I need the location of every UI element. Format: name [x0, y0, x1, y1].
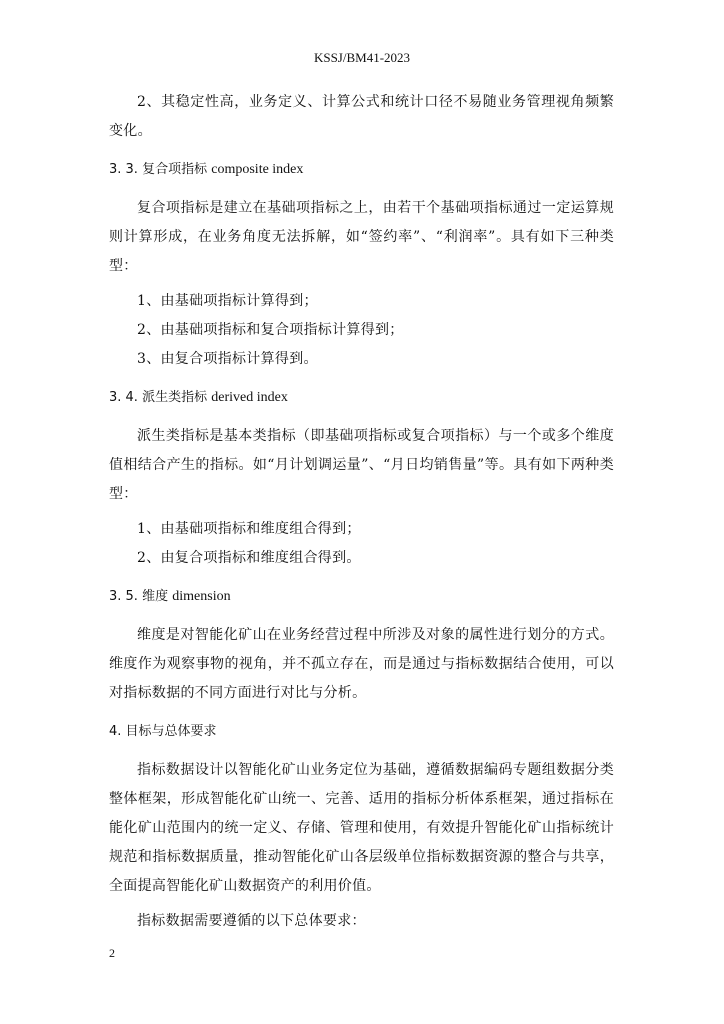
list-item: 1、由基础项指标计算得到；: [137, 293, 318, 309]
section-3-5-heading: [109, 587, 614, 607]
section-4-heading: 4. 目标与总体要求: [109, 724, 217, 739]
section-4-requirements-intro: 指标数据需要遵循的以下总体要求：: [137, 913, 366, 929]
section-title-en: dimension: [172, 589, 231, 604]
list-item: 1、由基础项指标和维度组合得到；: [137, 521, 361, 537]
section-title-en: derived index: [211, 390, 288, 405]
section-number: 3. 4.: [109, 390, 138, 405]
intro-paragraph: 2、其稳定性高，业务定义、计算公式和统计口径不易随业务管理视角频繁变化。: [109, 94, 614, 139]
document-code-header: KSSJ/BM41-2023: [313, 50, 411, 65]
list-item: 3、由复合项指标计算得到。: [137, 351, 318, 367]
section-title-cn: 维度: [142, 589, 169, 604]
section-title-cn: 复合项指标: [142, 162, 208, 177]
section-3-5-paragraph: 维度是对智能化矿山在业务经营过程中所涉及对象的属性进行划分的方式。维度作为观察事物的视角，并不孤立存在，而是通过与指标数据结合使用，可以对指标数据的不同方面进行对比与分析。: [109, 627, 614, 701]
section-3-3-heading: [109, 160, 614, 180]
list-item: 2、由复合项指标和维度组合得到。: [137, 550, 361, 566]
section-3-4-heading: [109, 388, 614, 408]
section-title-cn: 派生类指标: [142, 390, 208, 405]
list-item: 2、由基础项指标和复合项指标计算得到；: [137, 322, 404, 338]
section-4-paragraph: 指标数据设计以智能化矿山业务定位为基础，遵循数据编码专题组数据分类整体框架，形成智能化矿山统一、完善、适用的指标分析体系框架，通过指标在能化矿山范围内的统一定义、存储、管理和使用，有效提升智能化矿山指标统计规范和指标数据质量，推动智能化矿山各层级单位指标数据资源的整合与共享，全面提高智能化矿山数据资产的利用价值。: [109, 762, 614, 894]
section-3-4-paragraph: 派生类指标是基本类指标（即基础项指标或复合项指标）与一个或多个维度值相结合产生的指标。如“月计划调运量”、“月日均销售量”等。具有如下两种类型：: [109, 428, 614, 502]
page-body: [109, 88, 614, 942]
section-number: 3. 5.: [109, 589, 138, 604]
section-3-3-paragraph: 复合项指标是建立在基础项指标之上，由若干个基础项指标通过一定运算规则计算形成，在业务角度无法拆解，如“签约率”、“利润率”。具有如下三种类型：: [109, 200, 614, 274]
page-number: 2: [109, 946, 115, 960]
section-title-en: composite index: [211, 162, 304, 177]
section-number: 3. 3.: [109, 162, 138, 177]
